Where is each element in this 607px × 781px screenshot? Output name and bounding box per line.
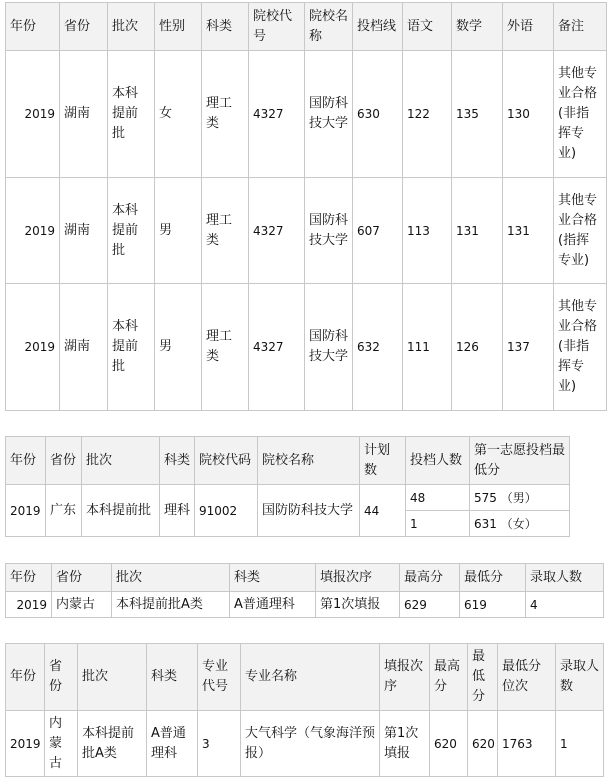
category-cell: A普通理科 <box>147 711 198 777</box>
header-cell: 投档人数 <box>406 437 470 485</box>
year-cell: 2019 <box>6 592 52 618</box>
batch-cell: 本科提前批A类 <box>78 711 147 777</box>
school-cell: 国防科技大学 <box>305 51 353 178</box>
province-cell: 湖南 <box>60 51 108 178</box>
table-header-row <box>6 644 604 711</box>
category-cell: 理科 <box>160 485 195 537</box>
min-score-cell: 575 （男） <box>470 485 570 511</box>
school-cell: 国防防科技大学 <box>258 485 360 537</box>
header-cell: 科类 <box>230 564 316 592</box>
admitted-cell: 4 <box>526 592 604 618</box>
score-line-cell: 632 <box>353 284 403 411</box>
max-score-cell: 629 <box>400 592 460 618</box>
score-line-cell: 630 <box>353 51 403 178</box>
admission-table-hunan <box>5 2 607 411</box>
table-header-row <box>6 564 604 592</box>
table-row <box>6 711 604 777</box>
foreign-cell: 137 <box>503 284 554 411</box>
header-cell: 投档线 <box>353 3 403 51</box>
header-cell: 语文 <box>403 3 452 51</box>
math-cell: 135 <box>452 51 503 178</box>
admission-table-major <box>5 643 604 777</box>
header-cell: 填报次序 <box>380 644 430 711</box>
admission-table-guangdong <box>5 436 570 537</box>
foreign-cell: 130 <box>503 51 554 178</box>
header-cell: 性别 <box>155 3 202 51</box>
header-cell: 院校名称 <box>305 3 353 51</box>
plan-cell: 44 <box>360 485 406 537</box>
header-cell: 批次 <box>78 644 147 711</box>
min-score-cell: 620 <box>468 711 498 777</box>
header-cell: 数学 <box>452 3 503 51</box>
major-name-cell: 大气科学（气象海洋预报） <box>241 711 380 777</box>
note-cell: 其他专业合格(指挥专业) <box>554 178 607 284</box>
header-cell: 备注 <box>554 3 607 51</box>
batch-cell: 本科提前批 <box>108 284 155 411</box>
header-cell: 批次 <box>108 3 155 51</box>
table-header-row <box>6 3 607 51</box>
header-cell: 批次 <box>112 564 230 592</box>
province-cell: 广东 <box>46 485 82 537</box>
year-cell: 2019 <box>6 51 60 178</box>
header-cell: 省份 <box>45 644 78 711</box>
year-cell: 2019 <box>6 485 46 537</box>
note-cell: 其他专业合格(非指挥专业) <box>554 51 607 178</box>
header-cell: 录取人数 <box>556 644 604 711</box>
year-cell: 2019 <box>6 284 60 411</box>
header-cell: 计划数 <box>360 437 406 485</box>
code-cell: 4327 <box>249 51 305 178</box>
min-rank-cell: 1763 <box>498 711 556 777</box>
order-cell: 第1次填报 <box>380 711 430 777</box>
batch-cell: 本科提前批 <box>82 485 160 537</box>
header-cell: 填报次序 <box>316 564 400 592</box>
admitted-cell: 1 <box>556 711 604 777</box>
header-cell: 批次 <box>82 437 160 485</box>
table-row <box>6 51 607 178</box>
gender-cell: 男 <box>155 178 202 284</box>
header-cell: 专业名称 <box>241 644 380 711</box>
chinese-cell: 113 <box>403 178 452 284</box>
chinese-cell: 122 <box>403 51 452 178</box>
order-cell: 第1次填报 <box>316 592 400 618</box>
year-cell: 2019 <box>6 178 60 284</box>
header-cell: 科类 <box>147 644 198 711</box>
code-cell: 4327 <box>249 178 305 284</box>
province-cell: 湖南 <box>60 284 108 411</box>
batch-cell: 本科提前批 <box>108 51 155 178</box>
header-cell: 科类 <box>202 3 249 51</box>
count-cell: 1 <box>406 511 470 537</box>
header-cell: 最高分 <box>430 644 468 711</box>
header-cell: 录取人数 <box>526 564 604 592</box>
header-cell: 省份 <box>60 3 108 51</box>
table-header-row <box>6 437 570 485</box>
math-cell: 126 <box>452 284 503 411</box>
code-cell: 4327 <box>249 284 305 411</box>
batch-cell: 本科提前批 <box>108 178 155 284</box>
batch-cell: 本科提前批A类 <box>112 592 230 618</box>
table-row <box>6 485 570 511</box>
header-cell: 外语 <box>503 3 554 51</box>
province-cell: 内蒙古 <box>52 592 112 618</box>
table-row <box>6 284 607 411</box>
province-cell: 内蒙古 <box>45 711 78 777</box>
min-score-cell: 631 （女） <box>470 511 570 537</box>
chinese-cell: 111 <box>403 284 452 411</box>
header-cell: 省份 <box>46 437 82 485</box>
year-cell: 2019 <box>6 711 45 777</box>
header-cell: 最低分位次 <box>498 644 556 711</box>
category-cell: 理工类 <box>202 284 249 411</box>
header-cell: 专业代号 <box>198 644 241 711</box>
admission-table-inner-mongolia <box>5 563 604 618</box>
category-cell: 理工类 <box>202 178 249 284</box>
note-cell: 其他专业合格(非指挥专业) <box>554 284 607 411</box>
count-cell: 48 <box>406 485 470 511</box>
header-cell: 第一志愿投档最低分 <box>470 437 570 485</box>
foreign-cell: 131 <box>503 178 554 284</box>
score-line-cell: 607 <box>353 178 403 284</box>
school-cell: 国防科技大学 <box>305 284 353 411</box>
table-row <box>6 178 607 284</box>
province-cell: 湖南 <box>60 178 108 284</box>
school-cell: 国防科技大学 <box>305 178 353 284</box>
header-cell: 年份 <box>6 437 46 485</box>
category-cell: 理工类 <box>202 51 249 178</box>
header-cell: 年份 <box>6 3 60 51</box>
header-cell: 最低分 <box>460 564 526 592</box>
category-cell: A普通理科 <box>230 592 316 618</box>
math-cell: 131 <box>452 178 503 284</box>
header-cell: 科类 <box>160 437 195 485</box>
gender-cell: 男 <box>155 284 202 411</box>
header-cell: 省份 <box>52 564 112 592</box>
header-cell: 最低分 <box>468 644 498 711</box>
max-score-cell: 620 <box>430 711 468 777</box>
header-cell: 最高分 <box>400 564 460 592</box>
major-code-cell: 3 <box>198 711 241 777</box>
code-cell: 91002 <box>195 485 258 537</box>
gender-cell: 女 <box>155 51 202 178</box>
header-cell: 年份 <box>6 564 52 592</box>
header-cell: 院校代号 <box>249 3 305 51</box>
table-row <box>6 592 604 618</box>
min-score-cell: 619 <box>460 592 526 618</box>
header-cell: 年份 <box>6 644 45 711</box>
header-cell: 院校名称 <box>258 437 360 485</box>
header-cell: 院校代码 <box>195 437 258 485</box>
